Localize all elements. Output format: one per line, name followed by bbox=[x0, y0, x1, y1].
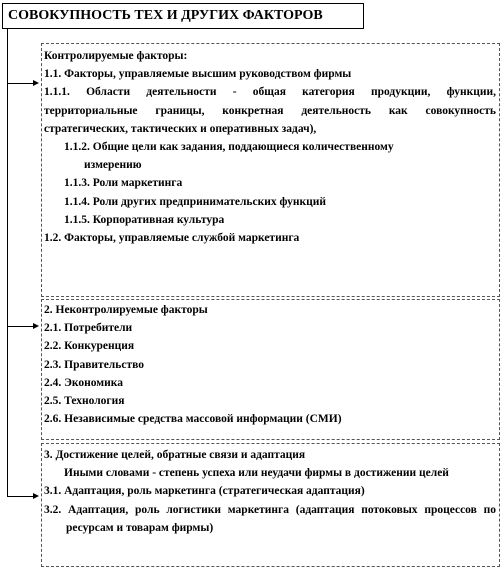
item-1-1: 1.1. Факторы, управляемые высшим руководством фирмы bbox=[44, 68, 352, 81]
arrow-head-2 bbox=[33, 323, 39, 329]
section1-heading: Контролируемые факторы: bbox=[44, 50, 188, 62]
section3-note: Иными словами - степень успеха или неудачи фирмы в достижении целей bbox=[64, 467, 449, 480]
item-1-1-1: 1.1.1. Области деятельности - общая категория продукции, функции, территориальные границы, конкретная деятельность как совокупность стратегических, тактических и оперативных задач), bbox=[44, 86, 496, 135]
item-2-1: 2.1. Потребители bbox=[44, 322, 133, 335]
item-1-1-3: 1.1.3. Роли маркетинга bbox=[64, 177, 183, 190]
connector-vertical-line bbox=[7, 29, 8, 497]
item-2-3: 2.3. Правительство bbox=[44, 358, 144, 371]
item-2-4: 2.4. Экономика bbox=[44, 376, 123, 389]
section2-heading: 2. Неконтролируемые факторы bbox=[44, 304, 208, 316]
item-2-2: 2.2. Конкуренция bbox=[44, 340, 135, 353]
connector-arrow-line-2 bbox=[7, 326, 34, 327]
title-box: СОВОКУПНОСТЬ ТЕХ И ДРУГИХ ФАКТОРОВ bbox=[2, 3, 364, 29]
adaptation-box bbox=[41, 443, 500, 567]
item-1-2: 1.2. Факторы, управляемые службой маркетинга bbox=[44, 232, 300, 245]
arrow-head-3 bbox=[33, 493, 39, 499]
connector-arrow-line-3 bbox=[7, 496, 34, 497]
controlled-factors-box bbox=[41, 43, 500, 297]
item-1-1-4: 1.1.4. Роли других предпринимательских функций bbox=[64, 195, 327, 208]
item-2-5: 2.5. Технология bbox=[44, 395, 125, 408]
section3-heading: 3. Достижение целей, обратные связи и адаптация bbox=[44, 449, 306, 461]
item-2-6: 2.6. Независимые средства массовой информации (СМИ) bbox=[44, 413, 342, 426]
item-3-1: 3.1. Адаптация, роль маркетинга (стратегическая адаптация) bbox=[44, 485, 365, 498]
uncontrolled-factors-box bbox=[41, 299, 500, 440]
item-1-1-2: 1.1.2. Общие цели как задания, поддающиеся количественному bbox=[64, 141, 394, 154]
connector-arrow-line-1 bbox=[7, 83, 34, 84]
arrow-head-1 bbox=[33, 80, 39, 86]
item-3-2: 3.2. Адаптация, роль логистики маркетинга (адаптация потоковых процессов по ресурсам и товарам фирмы) bbox=[44, 503, 496, 534]
item-1-1-5: 1.1.5. Корпоративная культура bbox=[64, 213, 225, 226]
item-1-1-2-continued: измерению bbox=[84, 159, 142, 172]
